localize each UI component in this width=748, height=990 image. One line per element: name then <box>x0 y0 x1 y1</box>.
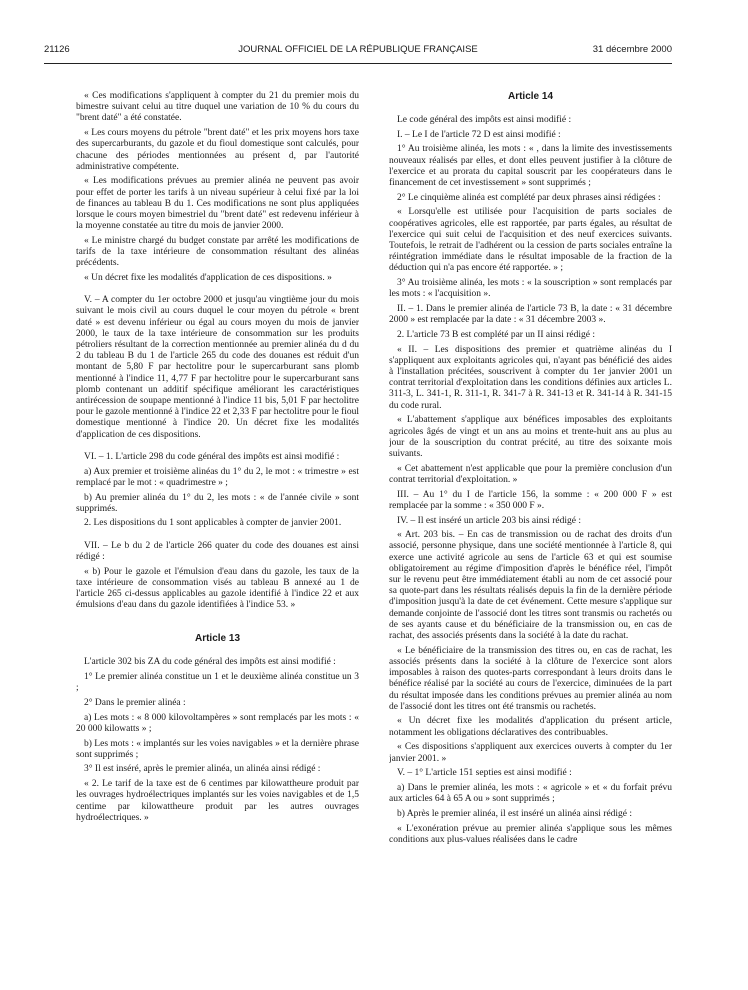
paragraph: « Ces modifications s'appliquent à compter du 21 du premier mois du bimestre suivant celui au titre duquel une variation de 10 % du cours du "brent daté" a été constatée. <box>76 91 359 124</box>
paragraph: V. – 1° L'article 151 septies est ainsi modifié : <box>397 768 572 779</box>
paragraph: « Les modifications prévues au premier alinéa ne peuvent pas avoir pour effet de porter les tarifs à un niveau supérieur à celui fixé par la loi de finances au tableau B du 1. Ces modifications ne sont plus appliquées lorsque le cours moyen bimestriel du "brent daté" est redevenu inférieur à la moyenne constatée au titre du mois de janvier 2000. <box>76 176 359 232</box>
article-13-heading: Article 13 <box>194 633 241 645</box>
paragraph: « Le ministre chargé du budget constate par arrêté les modifications de tarifs de la taxe intérieure de consommation résultant des alinéas précédents. <box>76 235 359 269</box>
paragraph: « Art. 203 bis. – En cas de transmission ou de rachat des droits d'un associé, personne physique, dans une société mentionnée à l'article 8, qui exerce une activité agricole au sens de l'article 63 et qui est soumise obligatoirement au régime d'imposition d'après le bénéfice réel, l'impôt sur le revenu peut être immédiatement établi au nom de cet associé pour sa quote-part dans les résultats réalisés depuis la fin de la dernière période d'imposition jusqu'à la date de cet événement. Cette mesure s'applique sur demande conjointe de l'associé dont les titres sont transmis ou rachetés ou de ses ayants cause et du bénéficiaire de la transmission ou, en cas de rachat, des associés présents dans la société à la date du rachat. <box>389 530 672 642</box>
paragraph: 2° Le cinquième alinéa est complété par deux phrases ainsi rédigées : <box>397 192 661 203</box>
page-number: 21126 <box>44 44 70 55</box>
paragraph: « Un décret fixe les modalités d'application du présent article, notamment les obligations déclaratives des contribuables. <box>389 716 672 738</box>
paragraph: b) Après le premier alinéa, il est inséré un alinéa ainsi rédigé : <box>397 808 633 819</box>
paragraph: Le code général des impôts est ainsi modifié : <box>397 115 572 125</box>
paragraph: 3° Il est inséré, après le premier alinéa, un alinéa ainsi rédigé : <box>84 764 321 775</box>
paragraph: 1° Le premier alinéa constitue un 1 et le deuxième alinéa constitue un 3 ; <box>76 672 359 694</box>
paragraph: « Le bénéficiaire de la transmission des titres ou, en cas de rachat, les associés présents dans la société à la clôture de l'exercice sont alors imposables à raison des quotes-parts correspondant à leurs droits dans le bénéfice réalisé par la société au cours de l'exercice, diminuées de la part du résultat imposée dans les conditions prévues au premier alinéa au nom de l'associé dont les titres ont été transmis ou rachetés. <box>389 645 672 712</box>
right-column <box>389 91 672 971</box>
paragraph: L'article 302 bis ZA du code général des impôts est ainsi modifié : <box>84 657 336 668</box>
paragraph: VII. – Le b du 2 de l'article 266 quater du code des douanes est ainsi rédigé : <box>76 540 359 562</box>
left-column <box>76 91 359 971</box>
paragraph: IV. – Il est inséré un article 203 bis ainsi rédigé : <box>397 515 581 526</box>
header-rule <box>44 63 672 64</box>
paragraph: 3° Au troisième alinéa, les mots : « la souscription » sont remplacés par les mots : « l'acquisition ». <box>389 278 672 300</box>
paragraph: « b) Pour le gazole et l'émulsion d'eau dans du gazole, les taux de la taxe intérieure de consommation visés au tableau B annexé au 1 de l'article 265 ci-dessus applicables au gazole identifié à l'indice 22 et aux émulsions d'eau dans du gazole identifiées à l'indice 53. » <box>76 566 359 611</box>
paragraph: a) Dans le premier alinéa, les mots : « agricole » et « du forfait prévu aux articles 64 à 65 A ou » sont supprimés ; <box>389 782 672 805</box>
paragraph: « II. – Les dispositions des premier et quatrième alinéas du I s'appliquent aux exploitants agricoles qui, n'ayant pas bénéficié des aides à l'installation précitées, souscrivent à compter du 1er janvier 2001 un contrat territorial d'exploitation dans les conditions définies aux articles L. 311-3, L. 341-1, R. 311-1, R. 341-7 à R. 341-13 et R. 341-14 à R. 341-15 du code rural. <box>389 344 672 411</box>
paragraph: a) Les mots : « 8 000 kilovoltampères » sont remplacés par les mots : « 20 000 kilowatts » ; <box>76 712 359 734</box>
issue-date: 31 décembre 2000 <box>592 44 672 55</box>
paragraph: VI. – 1. L'article 298 du code général des impôts est ainsi modifié : <box>84 451 340 462</box>
article-14-heading: Article 14 <box>507 91 554 102</box>
paragraph: « Ces dispositions s'appliquent aux exercices ouverts à compter du 1er janvier 2001. » <box>389 742 672 764</box>
paragraph: « L'exonération prévue au premier alinéa s'applique sous les mêmes conditions aux plus-values réalisées dans le cadre <box>389 823 672 845</box>
paragraph: b) Les mots : « implantés sur les voies navigables » et la dernière phrase sont supprimés ; <box>76 738 359 760</box>
paragraph: 2. Les dispositions du 1 sont applicables à compter de janvier 2001. <box>84 518 342 529</box>
paragraph: « L'abattement s'applique aux bénéfices imposables des exploitants agricoles âgés de vingt et un ans au moins et trente-huit ans au plus au jour de la souscription du contrat précité, au titre des soixante mois suivants. <box>389 415 672 459</box>
paragraph: II. – 1. Dans le premier alinéa de l'article 73 B, la date : « 31 décembre 2000 » est remplacée par la date : « 31 décembre 2003 ». <box>389 304 672 326</box>
journal-title: JOURNAL OFFICIEL DE LA RÉPUBLIQUE FRANÇAISE <box>238 44 478 55</box>
paragraph: I. – Le I de l'article 72 D est ainsi modifié : <box>397 129 561 140</box>
paragraph: b) Au premier alinéa du 1° du 2, les mots : « de l'année civile » sont supprimés. <box>76 492 359 514</box>
paragraph: « Les cours moyens du pétrole "brent daté" et les prix moyens hors taxe des supercarburants, du gazole et du fioul domestique sont calculés, pour chacune des périodes mentionnées au présent d, par l'autorité administrative compétente. <box>76 128 359 172</box>
paragraph: 2° Dans le premier alinéa : <box>84 697 186 708</box>
paragraph: « Un décret fixe les modalités d'application de ces dispositions. » <box>84 273 332 284</box>
paragraph: « Lorsqu'elle est utilisée pour l'acquisition de parts sociales de coopératives agricoles, elle est rapportée, par parts égales, au résultat de l'exercice qui suit celui de l'acquisition et des neuf exercices suivants. Toutefois, le retrait de l'adhérent ou la cession de parts sociales entraîne la réintégration immédiate dans le résultat imposable de la fraction de la déduction qui n'a pas encore été rapportée. » ; <box>389 207 672 274</box>
paragraph: 2. L'article 73 B est complété par un II ainsi rédigé : <box>397 329 595 340</box>
paragraph: « Cet abattement n'est applicable que pour la première conclusion d'un contrat territorial d'exploitation. » <box>389 463 672 485</box>
paragraph: 1° Au troisième alinéa, les mots : « , dans la limite des investissements nouveaux réalisés par elles, et dont elles peuvent justifier à la clôture de l'exercice et au prorata du capital souscrit par les coopérateurs dans le financement de cet investissement » sont supprimés ; <box>389 144 672 189</box>
page-header <box>44 44 672 58</box>
paragraph: a) Aux premier et troisième alinéas du 1° du 2, le mot : « trimestre » est remplacé par le mot : « quadrimestre » ; <box>76 466 359 488</box>
paragraph: III. – Au 1° du I de l'article 156, la somme : « 200 000 F » est remplacée par la somme : « 350 000 F ». <box>389 489 672 511</box>
paragraph: « 2. Le tarif de la taxe est de 6 centimes par kilowattheure produit par les ouvrages hydroélectriques implantés sur les voies navigables et de 1,5 centime par kilowattheure produit par les autres ouvrages hydroélectriques. » <box>76 779 359 823</box>
paragraph: V. – A compter du 1er octobre 2000 et jusqu'au vingtième jour du mois suivant le mois civil au cours duquel le cour moyen du pétrole « brent daté » est devenu inférieur ou égal au cours moyen du mois de janvier 2000, le taux de la taxe intérieure de consommation sur les produits pétroliers résultant de la correction mentionnée au premier alinéa du d du 2 du tableau B du 1 de l'article 265 du code des douanes est réduit d'un montant de 5,80 F par hectolitre pour le supercarburant sans plomb mentionné à l'indice 11, 4,77 F par hectolitre pour le supercarburant sans plomb contenant un additif spécifique améliorant les caractéristiques antirécession de soupape mentionné à l'indice 11 bis, 5,01 F par hectolitre pour le gazole mentionné à l'indice 22 et 2,33 F par hectolitre pour le fioul domestique mentionné à l'indice 20. Un décret fixe les modalités d'application de ces dispositions. <box>76 295 359 440</box>
